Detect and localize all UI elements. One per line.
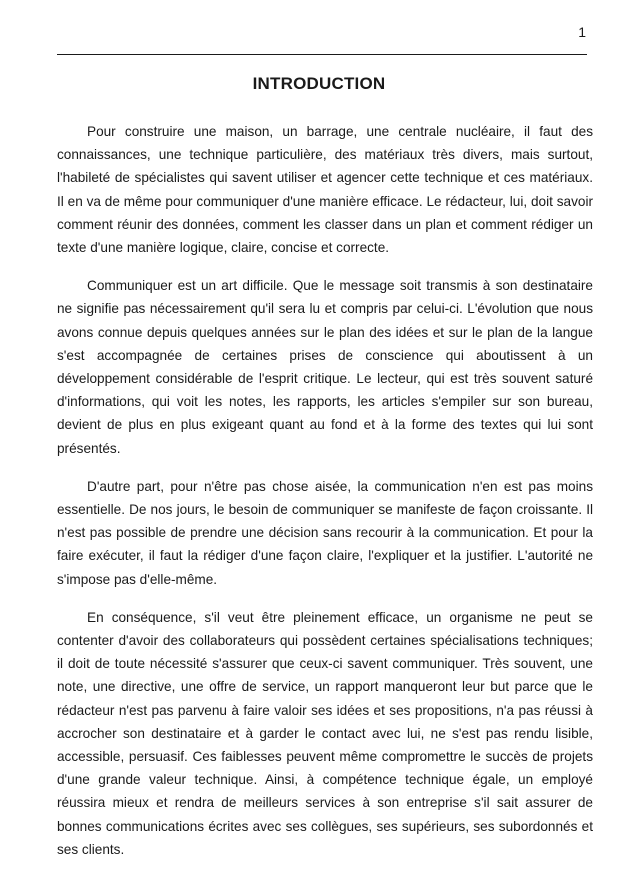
body-text (57, 120, 593, 876)
paragraph-2: Communiquer est un art difficile. Que le message soit transmis à son destinataire ne signifie pas nécessairement qu'il sera lu et compris par celui-ci. L'évolution que nous avons connue depuis quelques années sur le plan des idées et sur le plan de la langue s'est accompagnée de certaines prises de conscience qui aboutissent à un développement considérable de l'esprit critique. Le lecteur, qui est très souvent saturé d'informations, qui voit les notes, les rapports, les articles s'empiler sur son bureau, devient de plus en plus exigeant quant au fond et à la forme des textes qui lui sont présentés. (57, 278, 593, 456)
header-rule (57, 54, 587, 55)
paragraph-3: D'autre part, pour n'être pas chose aisée, la communication n'en est pas moins essentielle. De nos jours, le besoin de communiquer se manifeste de façon croissante. Il n'est pas possible de prendre une décision sans recourir à la communication. Et pour la faire exécuter, il faut la rédiger d'une façon claire, l'expliquer et la justifier. L'autorité ne s'impose pas d'elle-même. (57, 478, 593, 587)
paragraph-4: En conséquence, s'il veut être pleinement efficace, un organisme ne peut se contenter d'avoir des collaborateurs qui possèdent certaines spécialisations techniques; il doit de toute nécessité s'assurer que ceux-ci savent communiquer. Très souvent, une note, une directive, une offre de service, un rapport manqueront leur but parce que le rédacteur n'est pas parvenu à faire valoir ses idées et ses propositions, n'a pas réussi à accrocher son destinataire et à garder le contact avec lui, ne s'est pas rendu lisible, accessible, persuasif. Ces faiblesses peuvent même compromettre le succès de projets d'une grande valeur technique. Ainsi, à compétence technique égale, un employé réussira mieux et rendra de meilleurs services à son entreprise s'il sait assurer de bonnes communications écrites avec ses collègues, ses supérieurs, ses subordonnés et ses clients. (57, 609, 593, 857)
paragraph-1: Pour construire une maison, un barrage, une centrale nucléaire, il faut des connaissances, une technique particulière, des matériaux très divers, mais surtout, l'habileté de spécialistes qui savent utiliser et agencer cette technique et ces matériaux. Il en va de même pour communiquer d'une manière efficace. Le rédacteur, lui, doit savoir comment réunir des données, comment les classer dans un plan et comment rédiger un texte d'une manière logique, claire, concise et correcte. (57, 124, 593, 256)
page-number: 1 (578, 24, 586, 40)
page-title: INTRODUCTION (252, 74, 386, 93)
